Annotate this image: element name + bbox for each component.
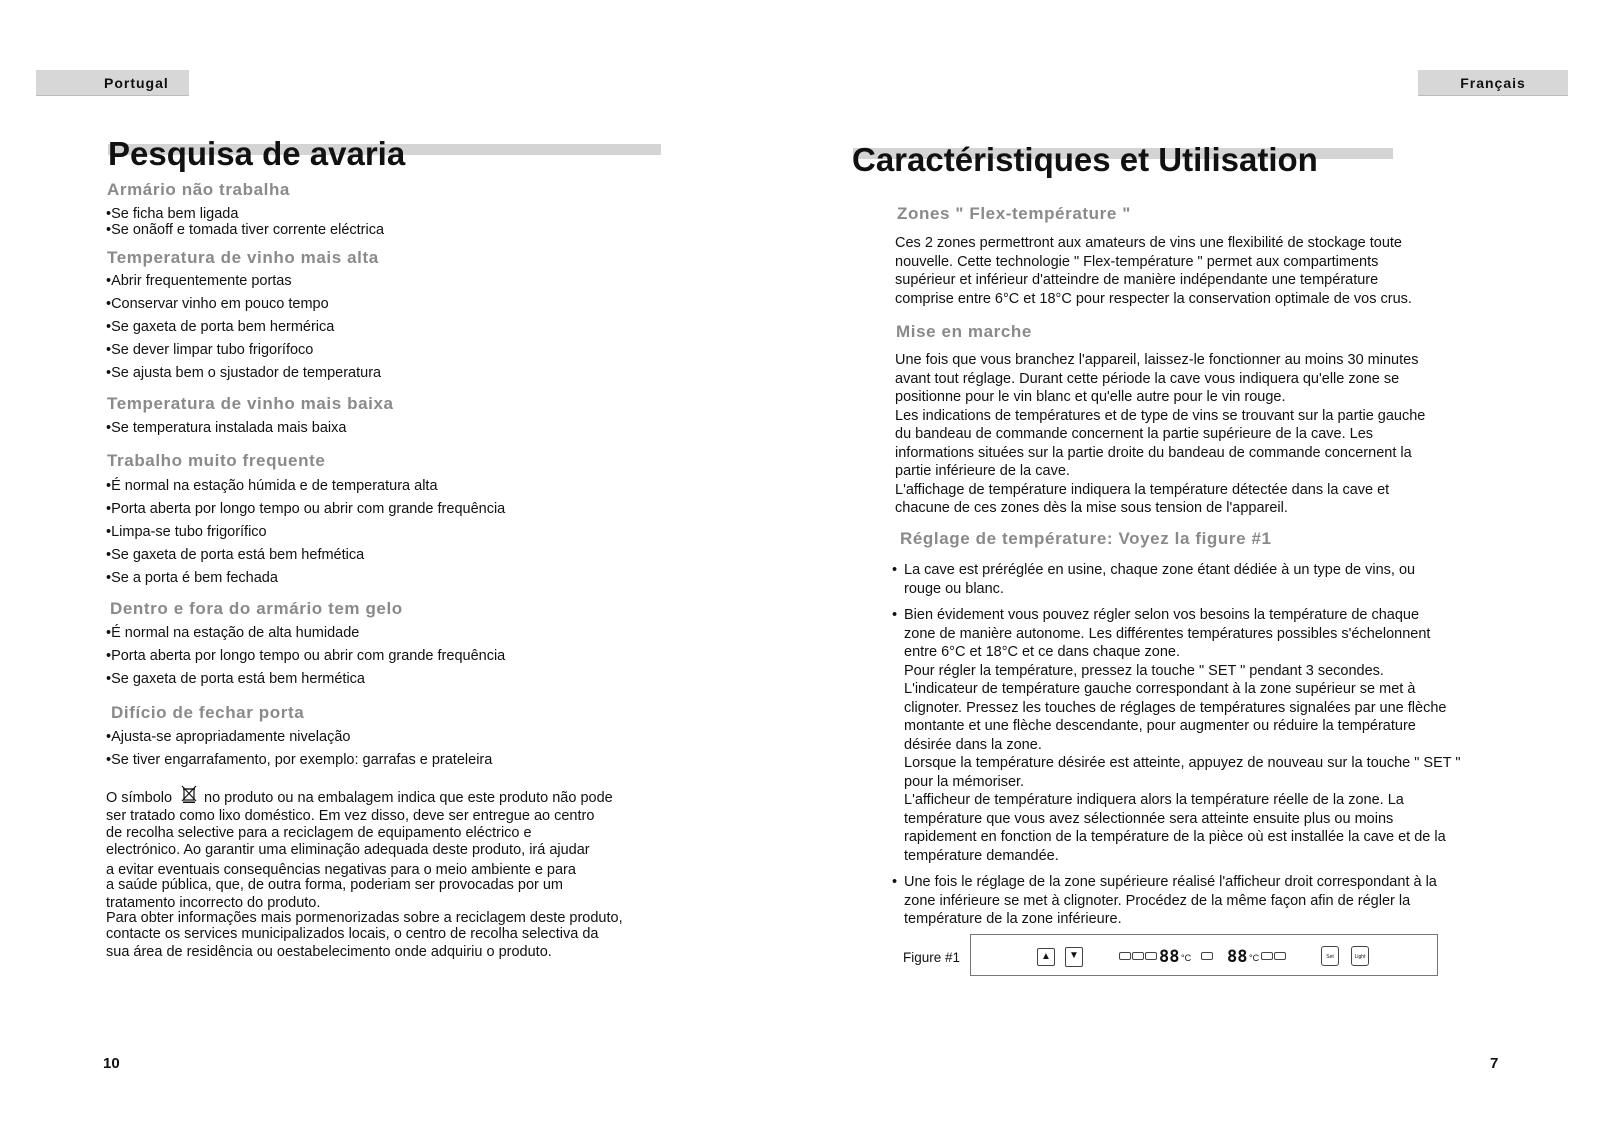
recycling-line: no produto ou na embalagem indica que este produto não pode	[204, 790, 613, 806]
bullet-line: montante et une flèche descendante, pour augmenter ou réduire la température	[904, 718, 1416, 734]
section-heading-flex: Zones " Flex-température "	[897, 204, 1131, 223]
flex-paragraph	[895, 234, 1412, 308]
bullet-item	[892, 873, 1437, 929]
language-tab-francais: Français	[1418, 70, 1568, 96]
paragraph-line: L'affichage de température indiquera la température détectée dans la cave et	[895, 481, 1390, 498]
list-item: •Ajusta-se apropriadamente nivelação	[106, 729, 351, 745]
bullet-line: pour la mémoriser.	[904, 773, 1025, 790]
bullet-line: zone inférieure se met à clignoter. Procédez de la même façon afin de régler la	[904, 892, 1411, 909]
recycling-line: de recolha selective para a reciclagem de equipamento eléctrico e	[106, 825, 532, 841]
recycling-line: contacte os services municipalizados locais, o centro de recolha selectiva da	[106, 926, 599, 942]
list-item: •Porta aberta por longo tempo ou abrir com grande frequência	[106, 501, 506, 517]
paragraph-line: supérieur et inférieur d'atteindre de manière indépendante une température	[895, 272, 1379, 288]
right-zone-indicator	[1201, 952, 1213, 960]
bullet-line: L'indicateur de température gauche correspondant à la zone supérieur se met à	[904, 681, 1416, 697]
bullet-line: entre 6°C et 18°C et ce dans chaque zone.	[904, 644, 1180, 660]
bullet-line: température que vous avez sélectionnée sera atteinte ensuite plus ou moins	[904, 810, 1394, 827]
bullet-dot: •	[892, 562, 898, 578]
paragraph-line: comprise entre 6°C et 18°C pour respecter la conservation optimale de vos crus.	[895, 290, 1412, 307]
bullet-line: clignoter. Pressez les touches de réglages de températures signalées par une flèche	[904, 699, 1447, 716]
left-temperature-display: 88	[1159, 947, 1180, 967]
left-zone-indicator	[1145, 952, 1157, 960]
list-item: •Se gaxeta de porta está bem hefmética	[106, 547, 365, 563]
bullet-line: rouge ou blanc.	[904, 580, 1004, 597]
left-unit-label: °C	[1181, 953, 1192, 963]
language-tab-portugal: Portugal	[36, 70, 189, 96]
bullet-line: Bien évidement vous pouvez régler selon vos besoins la température de chaque	[904, 607, 1420, 623]
right-page-title: Caractéristiques et Utilisation	[852, 141, 1318, 178]
crossed-bin-icon	[181, 785, 197, 803]
paragraph-line: positionne pour le vin blanc et qu'elle autre pour le vin rouge.	[895, 389, 1286, 405]
recycling-line: tratamento incorrecto do produto.	[106, 895, 321, 911]
section-heading: Temperatura de vinho mais baixa	[107, 394, 394, 413]
recycling-line: a evitar eventuais consequências negativas para o meio ambiente e para	[106, 862, 576, 878]
recycling-line: ser tratado como lixo doméstico. Em vez disso, deve ser entregue ao centro	[106, 808, 595, 824]
page-number-left: 10	[103, 1055, 120, 1072]
paragraph-line: chacune de ces zones dès la mise sous tension de l'appareil.	[895, 500, 1288, 516]
right-unit-label: °C	[1249, 953, 1260, 963]
bullet-dot: •	[892, 607, 898, 623]
white-wine-indicator-right	[1274, 952, 1286, 960]
list-item: •Se tiver engarrafamento, por exemplo: garrafas e prateleira	[106, 752, 493, 768]
bullet-line: Pour régler la température, pressez la touche " SET " pendant 3 secondes.	[904, 662, 1384, 679]
section-heading: Armário não trabalha	[107, 180, 290, 199]
list-item: •Se temperatura instalada mais baixa	[106, 420, 347, 436]
bullet-line: La cave est préréglée en usine, chaque zone étant dédiée à un type de vins, ou	[904, 562, 1416, 578]
bullet-line: Une fois le réglage de la zone supérieure réalisé l'afficheur droit correspondant à la	[904, 874, 1437, 890]
section-heading: Temperatura de vinho mais alta	[107, 248, 379, 267]
paragraph-line: avant tout réglage. Durant cette période la cave vous indiquera qu'elle zone se	[895, 370, 1400, 387]
list-item: •Abrir frequentemente portas	[106, 273, 292, 289]
recycling-line: sua área de residência ou oestabelecimento onde adquiriu o produto.	[106, 944, 552, 960]
control-panel-figure	[970, 934, 1438, 976]
list-item: •Se ficha bem ligada	[106, 206, 239, 222]
list-item: •Se onãoff e tomada tiver corrente eléctrica	[106, 222, 385, 238]
red-wine-indicator-right	[1261, 952, 1273, 960]
section-heading-mise-en-marche: Mise en marche	[896, 322, 1032, 341]
bullet-line: température demandée.	[904, 847, 1059, 864]
bullet-line: désirée dans la zone.	[904, 736, 1042, 753]
list-item: •Conservar vinho em pouco tempo	[106, 296, 329, 312]
white-wine-indicator	[1132, 952, 1144, 960]
list-item: •Porta aberta por longo tempo ou abrir com grande frequência	[106, 648, 506, 664]
section-heading: Dentro e fora do armário tem gelo	[110, 599, 403, 618]
recycling-line: a saúde pública, que, de outra forma, poderiam ser provocadas por um	[106, 877, 564, 893]
list-item: •Se a porta é bem fechada	[106, 570, 278, 586]
paragraph-line: Une fois que vous branchez l'appareil, laissez-le fonctionner au moins 30 minutes	[895, 352, 1419, 368]
light-button: Light	[1351, 946, 1369, 966]
section-heading: Difício de fechar porta	[111, 703, 305, 722]
list-item: •Se ajusta bem o sjustador de temperatura	[106, 365, 382, 381]
recycling-line: electrónico. Ao garantir uma eliminação adequada deste produto, irá ajudar	[106, 842, 590, 858]
paragraph-line: nouvelle. Cette technologie " Flex-température " permet aux compartiments	[895, 253, 1379, 270]
bullet-line: température de la zone inférieure.	[904, 911, 1122, 927]
section-heading: Trabalho muito frequente	[107, 451, 326, 470]
bullet-item	[892, 606, 1461, 865]
bullet-dot: •	[892, 874, 898, 890]
figure-label: Figure #1	[903, 950, 961, 965]
list-item: •Limpa-se tubo frigorífico	[106, 524, 267, 540]
red-wine-indicator	[1119, 952, 1131, 960]
paragraph-line: Ces 2 zones permettront aux amateurs de vins une flexibilité de stockage toute	[895, 235, 1402, 251]
list-item: •Se gaxeta de porta bem hermérica	[106, 319, 335, 335]
down-arrow-button: ▼	[1065, 947, 1083, 967]
page-number-right: 7	[1490, 1055, 1499, 1072]
bullet-item	[892, 561, 1416, 598]
mise-en-marche-paragraph	[895, 351, 1425, 518]
recycling-line: Para obter informações mais pormenorizadas sobre a reciclagem deste produto,	[106, 910, 623, 926]
bullet-line: Lorsque la température désirée est atteinte, appuyez de nouveau sur la touche " SET "	[904, 755, 1461, 771]
bullet-line: zone de manière autonome. Les différentes températures possibles s'échelonnent	[904, 625, 1431, 642]
section-heading-reglage: Réglage de température: Voyez la figure #1	[900, 529, 1272, 548]
paragraph-line: du bandeau de commande concernent la partie supérieure de la cave. Les	[895, 426, 1374, 442]
recycling-line: O símbolo	[106, 790, 173, 806]
list-item: •É normal na estação húmida e de temperatura alta	[106, 478, 438, 494]
right-temperature-display: 88	[1227, 947, 1248, 967]
paragraph-line: informations situées sur la partie droite du bandeau de commande concernent la	[895, 444, 1412, 461]
paragraph-line: Les indications de températures et de type de vins se trouvant sur la partie gauche	[895, 407, 1426, 424]
bullet-line: rapidement en fonction de la température de la pièce où est installée la cave et de la	[904, 829, 1446, 845]
up-arrow-button: ▲	[1037, 948, 1055, 966]
list-item: •É normal na estação de alta humidade	[106, 625, 360, 641]
list-item: •Se gaxeta de porta está bem hermética	[106, 671, 365, 687]
bullet-line: L'afficheur de température indiquera alors la température réelle de la zone. La	[904, 792, 1404, 808]
left-page-title: Pesquisa de avaria	[108, 135, 406, 172]
list-item: •Se dever limpar tubo frigorífoco	[106, 342, 314, 358]
paragraph-line: partie inférieure de la cave.	[895, 463, 1070, 479]
set-button: Set	[1321, 946, 1339, 966]
